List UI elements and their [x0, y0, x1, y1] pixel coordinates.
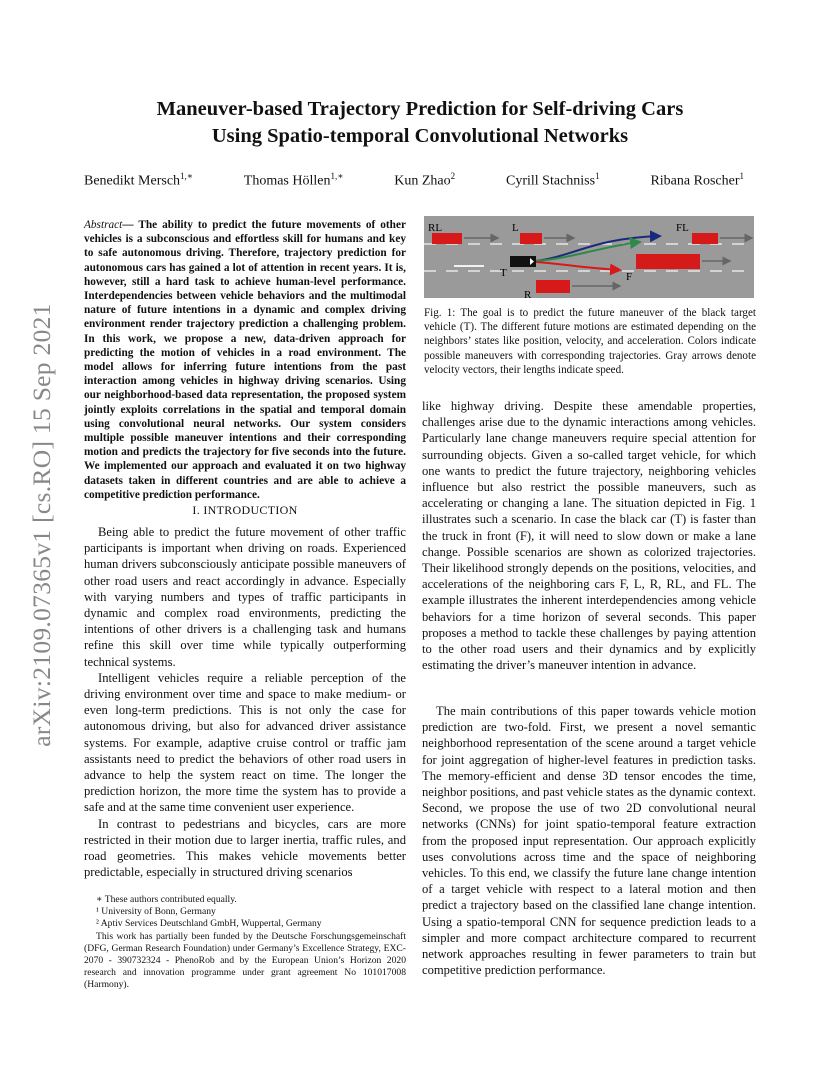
author-list [84, 171, 744, 190]
label-l: L [512, 222, 519, 234]
figure-road-scene [424, 216, 754, 298]
paragraph: Being able to predict the future movement of other traffic participants is important when driving on roads. Experienced human drivers subconsciously anticipate possible maneuvers of other road users and react accordingly in advance. Especially with varying numbers and types of traffic participants in dynamic and complex road environments, predicting the intentions of other drivers is a challenging task and humans refine this skill over time while typically outperforming technical systems. [84, 525, 406, 669]
footnotes [84, 894, 406, 992]
paragraph: The main contributions of this paper towards vehicle motion prediction are two-fold. First, we present a novel semantic neighborhood representation of the scene around a target vehicle for joint aggregation of higher-level features in prediction tasks. The memory-efficient and dense 3D tensor encodes the time, neighbor positions, and past vehicle states as the dynamic context. Second, we propose the use of two 2D convolutional neural networks (CNNs) for joint spatio-temporal feature extraction from the proposed input representation. Our approach explicitly uses convolutions across time and the space of neighboring vehicles. To this end, we classify the future lane change intention of a target vehicle with respect to a lateral motion and then predict a trajectory based on the classified lane change intention. Using a spatio-temporal CNN for sequence prediction leads to a simpler and more compact architecture compared to recurrent network approaches resulting in fewer parameters to train but competitive prediction performance. [422, 704, 757, 978]
car-r [536, 280, 570, 293]
author: Benedikt Mersch$^{1,∗}$ [84, 171, 193, 189]
arxiv-identifier: arXiv:2109.07365v1 [cs.RO] 15 Sep 2021 [27, 303, 56, 747]
title-line-1: Maneuver-based Trajectory Prediction for Self-driving Cars [156, 98, 684, 120]
footnote: ¹ University of Bonn, Germany [96, 906, 216, 918]
author: Ribana Roscher$^1$ [650, 171, 744, 189]
label-r: R [524, 289, 532, 298]
paragraph: Intelligent vehicles require a reliable perception of the driving environment over time and space to make medium- or even long-term predictions. This is not only the case for autonomous driving, but also for advanced driver assistance systems. For example, adaptive cruise control or traffic jam assistants need to predict the behaviors of other road users in advance to help the system react on time. The longer the prediction horizon, the more time the system has to provide a safe and at the same time convenient user experience. [84, 670, 406, 815]
label-fl: FL [676, 222, 689, 234]
abstract-text: — The ability to predict the future movements of other vehicles is a subconscious and effortless skill for humans and key to safe autonomous driving. Therefore, trajectory prediction for autonomous cars has gained a lot of attention in recent years. It is, however, still a hard task to achieve human-level performance. Interdependencies between vehicle behaviors and the multimodal nature of future intentions in a dynamic and complex driving environment render trajectory prediction a challenging problem. In this work, we propose a new, data-driven approach for predicting the motion of vehicles in a road environment. The model allows for inferring future intentions from the past interaction among vehicles in highway driving scenarios. Using our neighborhood-based data representation, the proposed system jointly exploits correlations in the spatial and temporal domain using convolutional neural networks. Our system considers multiple possible maneuver intentions and their corresponding motion and predicts the trajectory for five seconds into the future. We implemented our approach and evaluated it on two highway datasets taken in different countries and are able to achieve a competitive prediction performance. [84, 219, 406, 501]
paragraph: like highway driving. Despite these amendable properties, challenges arise due to the dynamic interactions among vehicles. Particularly lane change maneuvers require special attention for surrounding objects. Given a so-called target vehicle, for which one wants to predict the future trajectory, neighboring vehicles influence but also restrict the possible maneuvers, such as accelerating or changing a lane. The situation depicted in Fig. 1 illustrates such a scenario. In case the black car (T) is faster than the truck in front (F), it will need to slow down or make a lane change. Possible scenarios are shown as colorized trajectories. Their likelihood strongly depends on the positions, velocities, and accelerations of the neighboring cars F, L, R, RL, and FL. The example illustrates the inherent interdependencies among vehicle behaviors for a time horizon of several seconds. This paper proposes a method to tackle these challenges by paying attention to the other road users and their dynamics and by explicitly estimating the driver’s maneuver intention in advance. [422, 399, 756, 673]
abstract [84, 218, 406, 502]
car-rl [432, 233, 462, 244]
car-fl [692, 233, 718, 244]
footnote: ² Aptiv Services Deutschland GmbH, Wuppertal, Germany [96, 918, 322, 930]
footnote: ∗ These authors contributed equally. [96, 894, 237, 905]
car-l [520, 233, 542, 244]
abstract-lead: Abstract [84, 219, 123, 231]
right-column-paragraph-1 [422, 398, 756, 673]
author: Cyrill Stachniss$^1$ [506, 171, 600, 189]
right-column-paragraph-2 [422, 703, 756, 978]
introduction-text [84, 524, 406, 880]
car-f [636, 254, 700, 269]
title-line-2: Using Spatio-temporal Convolutional Networks [211, 125, 629, 147]
author: Kun Zhao$^2$ [394, 171, 456, 189]
label-f: F [626, 271, 633, 283]
funding-note: This work has partially been funded by the Deutsche Forschungsgemeinschaft (DFG, German Research Foundation) under Germany’s Excellence Strategy, EXC-2070 - 390732324 - PhenoRob and by the European Union’s Horizon 2020 research and innovation programme under grant agreement No 101017008 (Harmony). [84, 930, 406, 991]
paragraph: In contrast to pedestrians and bicycles, cars are more restricted in their motion due to larger inertia, traffic rules, and road geometries. This makes vehicle movements better predictable, especially in structured driving scenarios [84, 816, 406, 880]
author: Thomas Höllen$^{1,∗}$ [243, 171, 344, 189]
figure-caption: Fig. 1: The goal is to predict the future maneuver of the black target vehicle (T). The different future motions are estimated depending on the neighbors’ states like position, velocity, and acceleration. Colors indicate possible maneuvers with corresponding trajectories. Gray arrows denote velocity vectors, their lengths indicate speed. [424, 307, 756, 376]
label-rl: RL [428, 222, 443, 234]
paper-title [90, 96, 750, 150]
label-t: T [500, 267, 507, 279]
section-heading: I. INTRODUCTION [192, 503, 298, 517]
